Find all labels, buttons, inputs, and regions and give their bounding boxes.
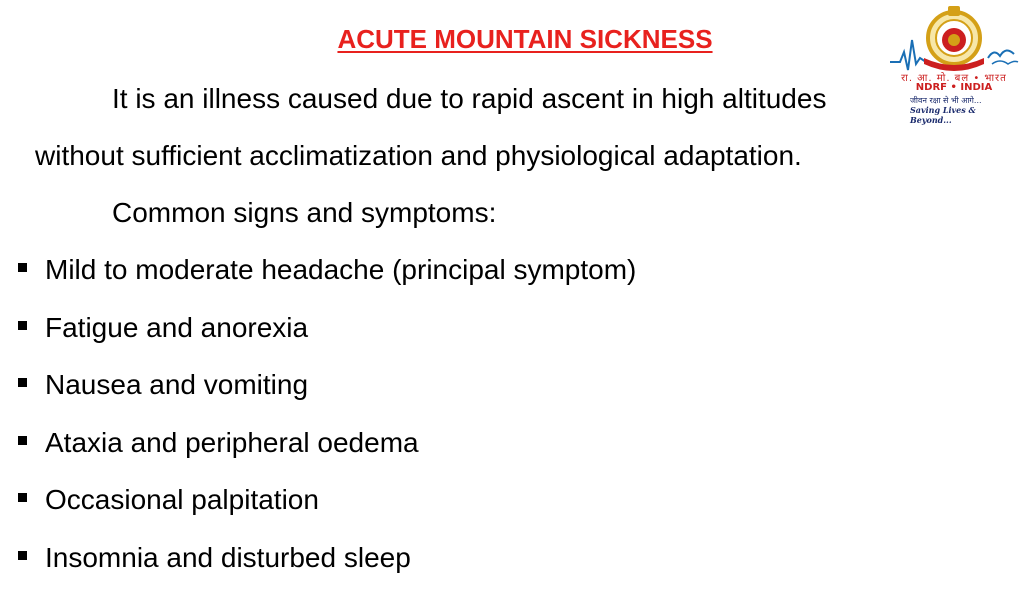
subheading: Common signs and symptoms: xyxy=(112,197,497,228)
logo-english-text: NDRF • INDIA xyxy=(915,82,993,93)
logo-hindi-text: रा. आ. मो. बल • भारत xyxy=(901,73,1007,84)
list-item-text: Insomnia and disturbed sleep xyxy=(45,541,411,573)
ndrf-emblem-icon xyxy=(888,0,1020,76)
bullet-square-icon xyxy=(18,378,27,387)
paragraph-line-2: without sufficient acclimatization and physiological adaptation. xyxy=(35,140,802,171)
logo-motto-hindi: जीवन रक्षा से भी आगे... xyxy=(910,96,982,105)
slide-title: ACUTE MOUNTAIN SICKNESS xyxy=(337,24,713,54)
logo-motto-english: Saving Lives & Beyond... xyxy=(910,105,976,125)
paragraph-line-1: It is an illness caused due to rapid ascent in high altitudes xyxy=(112,83,827,114)
bullet-square-icon xyxy=(18,321,27,330)
ndrf-logo xyxy=(888,0,1020,128)
bullet-square-icon xyxy=(18,551,27,560)
list-item-text: Nausea and vomiting xyxy=(45,369,309,400)
bullet-square-icon xyxy=(18,436,27,445)
list-item-text: Fatigue and anorexia xyxy=(45,311,309,343)
list-item-text: Ataxia and peripheral oedema xyxy=(45,426,419,458)
bullet-square-icon xyxy=(18,493,27,502)
list-item-text: Occasional palpitation xyxy=(45,484,319,515)
bullet-square-icon xyxy=(18,263,27,272)
list-item-text: Mild to moderate headache (principal symptom) xyxy=(45,254,637,285)
